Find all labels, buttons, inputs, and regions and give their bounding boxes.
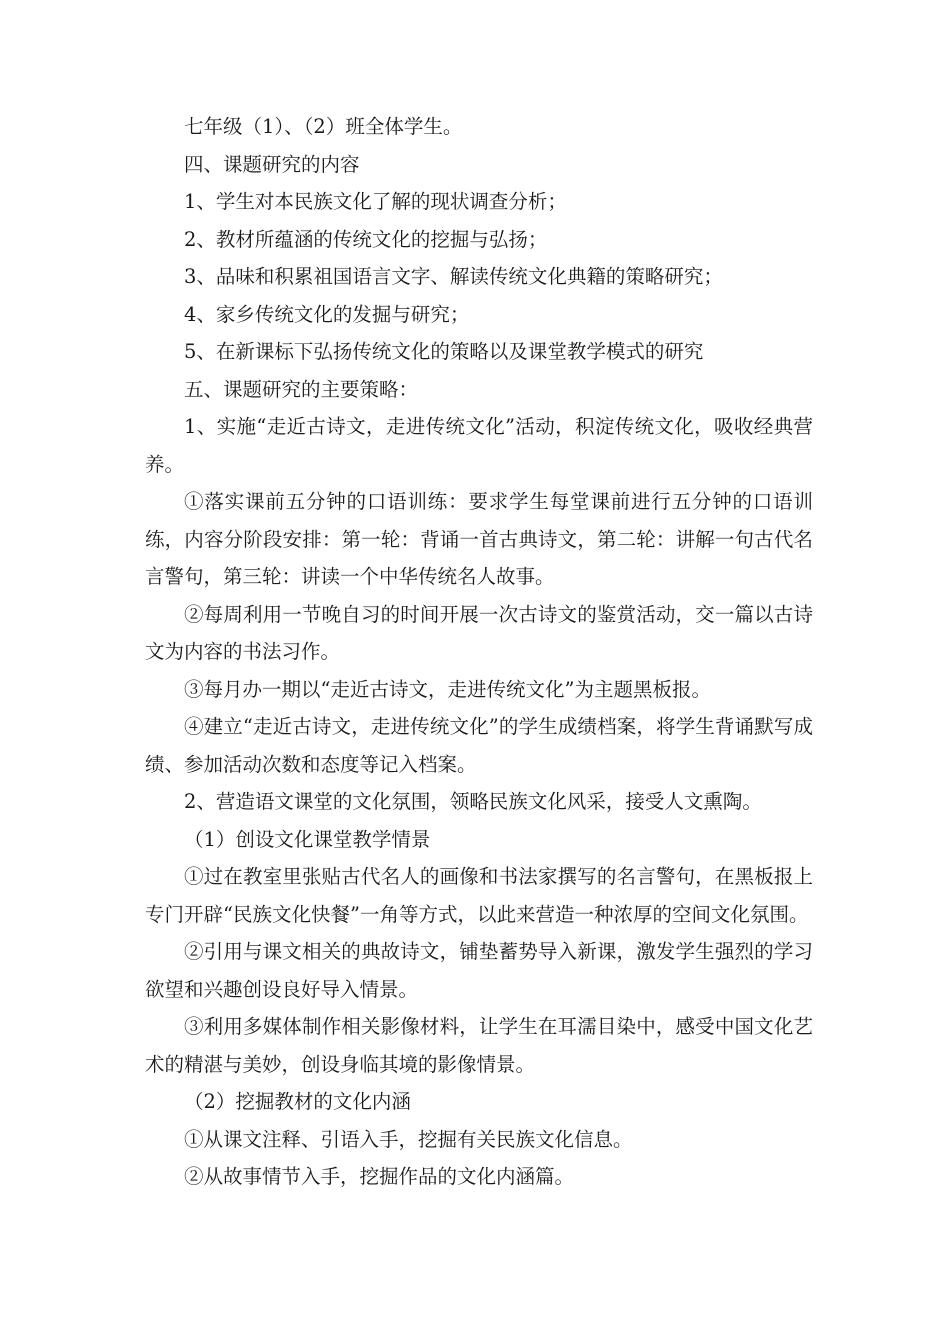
strategy-2-2-item-2: ②从故事情节入手，挖掘作品的文化内涵篇。 [184,1165,575,1188]
list-item-content-3: 3、品味和积累祖国语言文字、解读传统文化典籍的策略研究； [184,265,723,288]
document-body [145,108,813,1196]
list-item-content-4: 4、家乡传统文化的发掘与研究； [184,302,470,326]
list-item-content-1: 1、学生对本民族文化了解的现状调查分析； [184,190,567,213]
strategy-2: 2、营造语文课堂的文化氛围，领略民族文化风采，接受人文熏陶。 [184,790,762,813]
list-item-content-5: 5、在新课标下弘扬传统文化的策略以及课堂教学模式的研究 [184,340,704,363]
strategy-2-1-item-2: ②引用与课文相关的典故诗文，铺垫蓄势导入新课，激发学生强烈的学习欲望和兴趣创设良好导入情景。 [145,940,813,1001]
strategy-1-item-1: ①落实课前五分钟的口语训练：要求学生每堂课前进行五分钟的口语训练，内容分阶段安排：第一轮：背诵一首古典诗文，第二轮：讲解一句古代名言警句，第三轮：讲读一个中华传统名人故事。 [145,490,813,588]
strategy-2-1-item-3: ③利用多媒体制作相关影像材料，让学生在耳濡目染中，感受中国文化艺术的精湛与美妙，创设身临其境的影像情景。 [145,1015,813,1076]
strategy-1: 1、实施“走近古诗文，走进传统文化”活动，积淀传统文化，吸收经典营养。 [145,415,813,476]
strategy-1-item-3: ③每月办一期以“走近古诗文，走进传统文化”为主题黑板报。 [184,677,711,701]
strategy-1-item-4: ④建立“走近古诗文，走进传统文化”的学生成绩档案，将学生背诵默写成绩、参加活动次数和态度等记入档案。 [145,715,813,776]
paragraph-class-scope: 七年级（1）、（2）班全体学生。 [184,115,463,138]
list-item-content-2: 2、教材所蕴涵的传统文化的挖掘与弘扬； [184,227,548,251]
strategy-2-2-item-1: ①从课文注释、引语入手，挖掘有关民族文化信息。 [184,1127,633,1151]
subheading-2-2: （2）挖掘教材的文化内涵 [184,1090,411,1113]
strategy-2-1-item-1: ①过在教室里张贴古代名人的画像和书法家撰写的名言警句，在黑板报上专门开辟“民族文化快餐”一角等方式，以此来营造一种浓厚的空间文化氛围。 [145,865,813,926]
strategy-1-item-2: ②每周利用一节晚自习的时间开展一次古诗文的鉴赏活动，交一篇以古诗文为内容的书法习作。 [145,602,813,663]
heading-section-5: 五、课题研究的主要策略： [184,377,419,401]
heading-section-4: 四、课题研究的内容 [184,152,360,176]
subheading-2-1: （1）创设文化课堂教学情景 [184,827,431,851]
